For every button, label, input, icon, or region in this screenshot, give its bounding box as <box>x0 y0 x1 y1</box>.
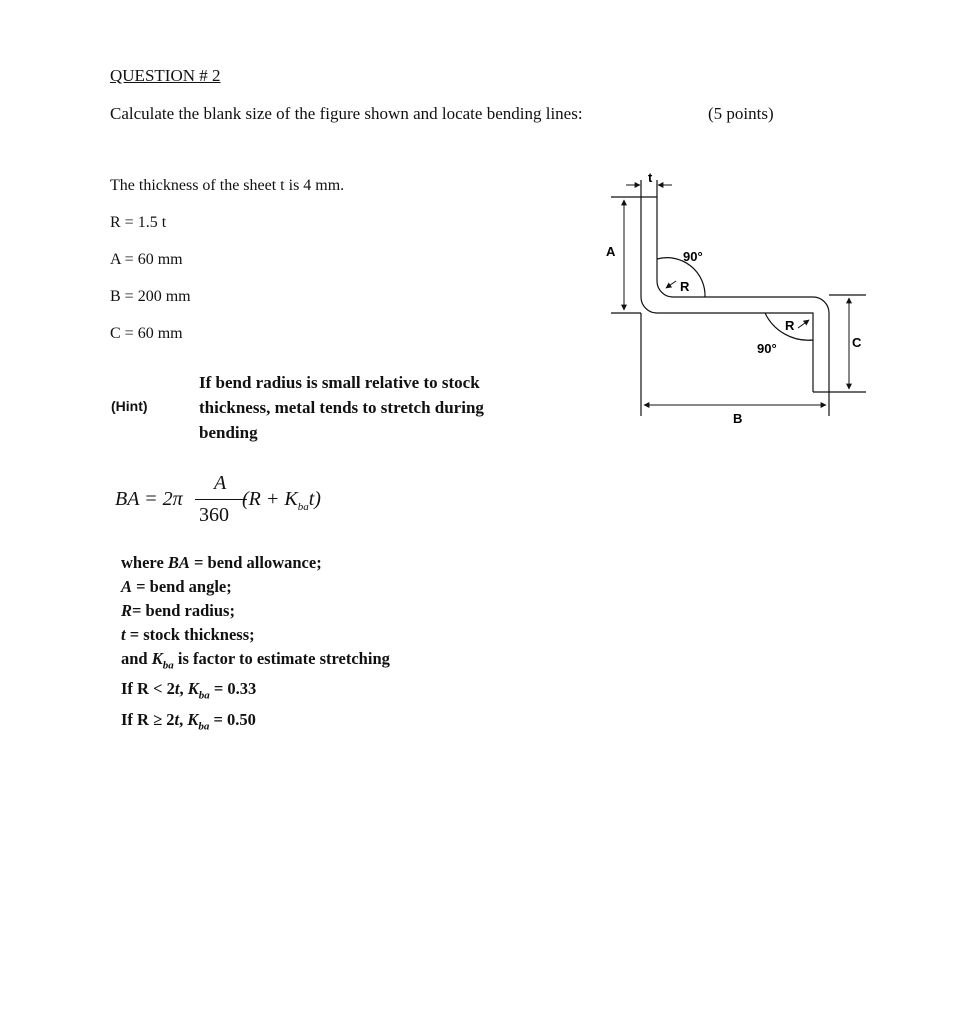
label-angle-bottom: 90° <box>757 341 777 356</box>
definition-ba: where BA = bend allowance; <box>121 553 322 572</box>
question-points: (5 points) <box>708 104 774 123</box>
hint-label: (Hint) <box>111 398 148 414</box>
definition-a: A = bend angle; <box>121 577 232 596</box>
formula-numerator: A <box>214 472 227 494</box>
sheet-outer-edge <box>641 197 813 392</box>
given-a: A = 60 mm <box>110 251 183 268</box>
radius-arrow-bottom <box>798 320 809 328</box>
radius-arrow-top <box>666 281 676 288</box>
label-a: A <box>606 244 616 259</box>
sheet-end-caps <box>641 197 829 392</box>
hint-text <box>199 370 579 445</box>
condition-large-radius: If R ≥ 2t, $K_{ba} = 0.50$ <box>121 709 256 732</box>
given-b: B = 200 mm <box>110 288 191 305</box>
question-prompt: Calculate the blank size of the figure shown and locate bending lines: <box>110 104 583 123</box>
label-angle-top: 90° <box>683 249 703 264</box>
fraction-bar <box>195 499 247 500</box>
label-r-top: R <box>680 279 690 294</box>
definition-k: and $K_{ba}$ is factor to estimate stretching <box>121 649 390 672</box>
bent-sheet-figure <box>600 160 870 435</box>
definition-t: t = stock thickness; <box>121 625 255 644</box>
given-c: C = 60 mm <box>110 325 183 342</box>
label-b: B <box>733 411 743 426</box>
hint-line: If bend radius is small relative to stock <box>199 373 480 392</box>
definitions-list <box>121 551 390 738</box>
given-thickness: The thickness of the sheet t is 4 mm. <box>110 177 345 194</box>
sheet-inner-edge <box>657 197 829 392</box>
question-title: QUESTION # 2 <box>110 66 221 85</box>
formula-lhs: BA = 2π <box>115 488 183 510</box>
label-c: C <box>852 335 862 350</box>
definition-r: R= bend radius; <box>121 601 235 620</box>
label-t: t <box>648 170 653 185</box>
label-r-bottom: R <box>785 318 795 333</box>
condition-small-radius: If R < 2t, $K_{ba} = 0.33$ <box>121 679 257 702</box>
given-radius: R = 1.5 t <box>110 214 167 231</box>
hint-line: thickness, metal tends to stretch during <box>199 398 484 417</box>
formula-rhs: $(R + K_{ba}t)$ <box>242 488 321 513</box>
extension-lines <box>611 180 866 416</box>
hint-line: bending <box>199 423 258 442</box>
formula-denominator: 360 <box>199 504 229 526</box>
